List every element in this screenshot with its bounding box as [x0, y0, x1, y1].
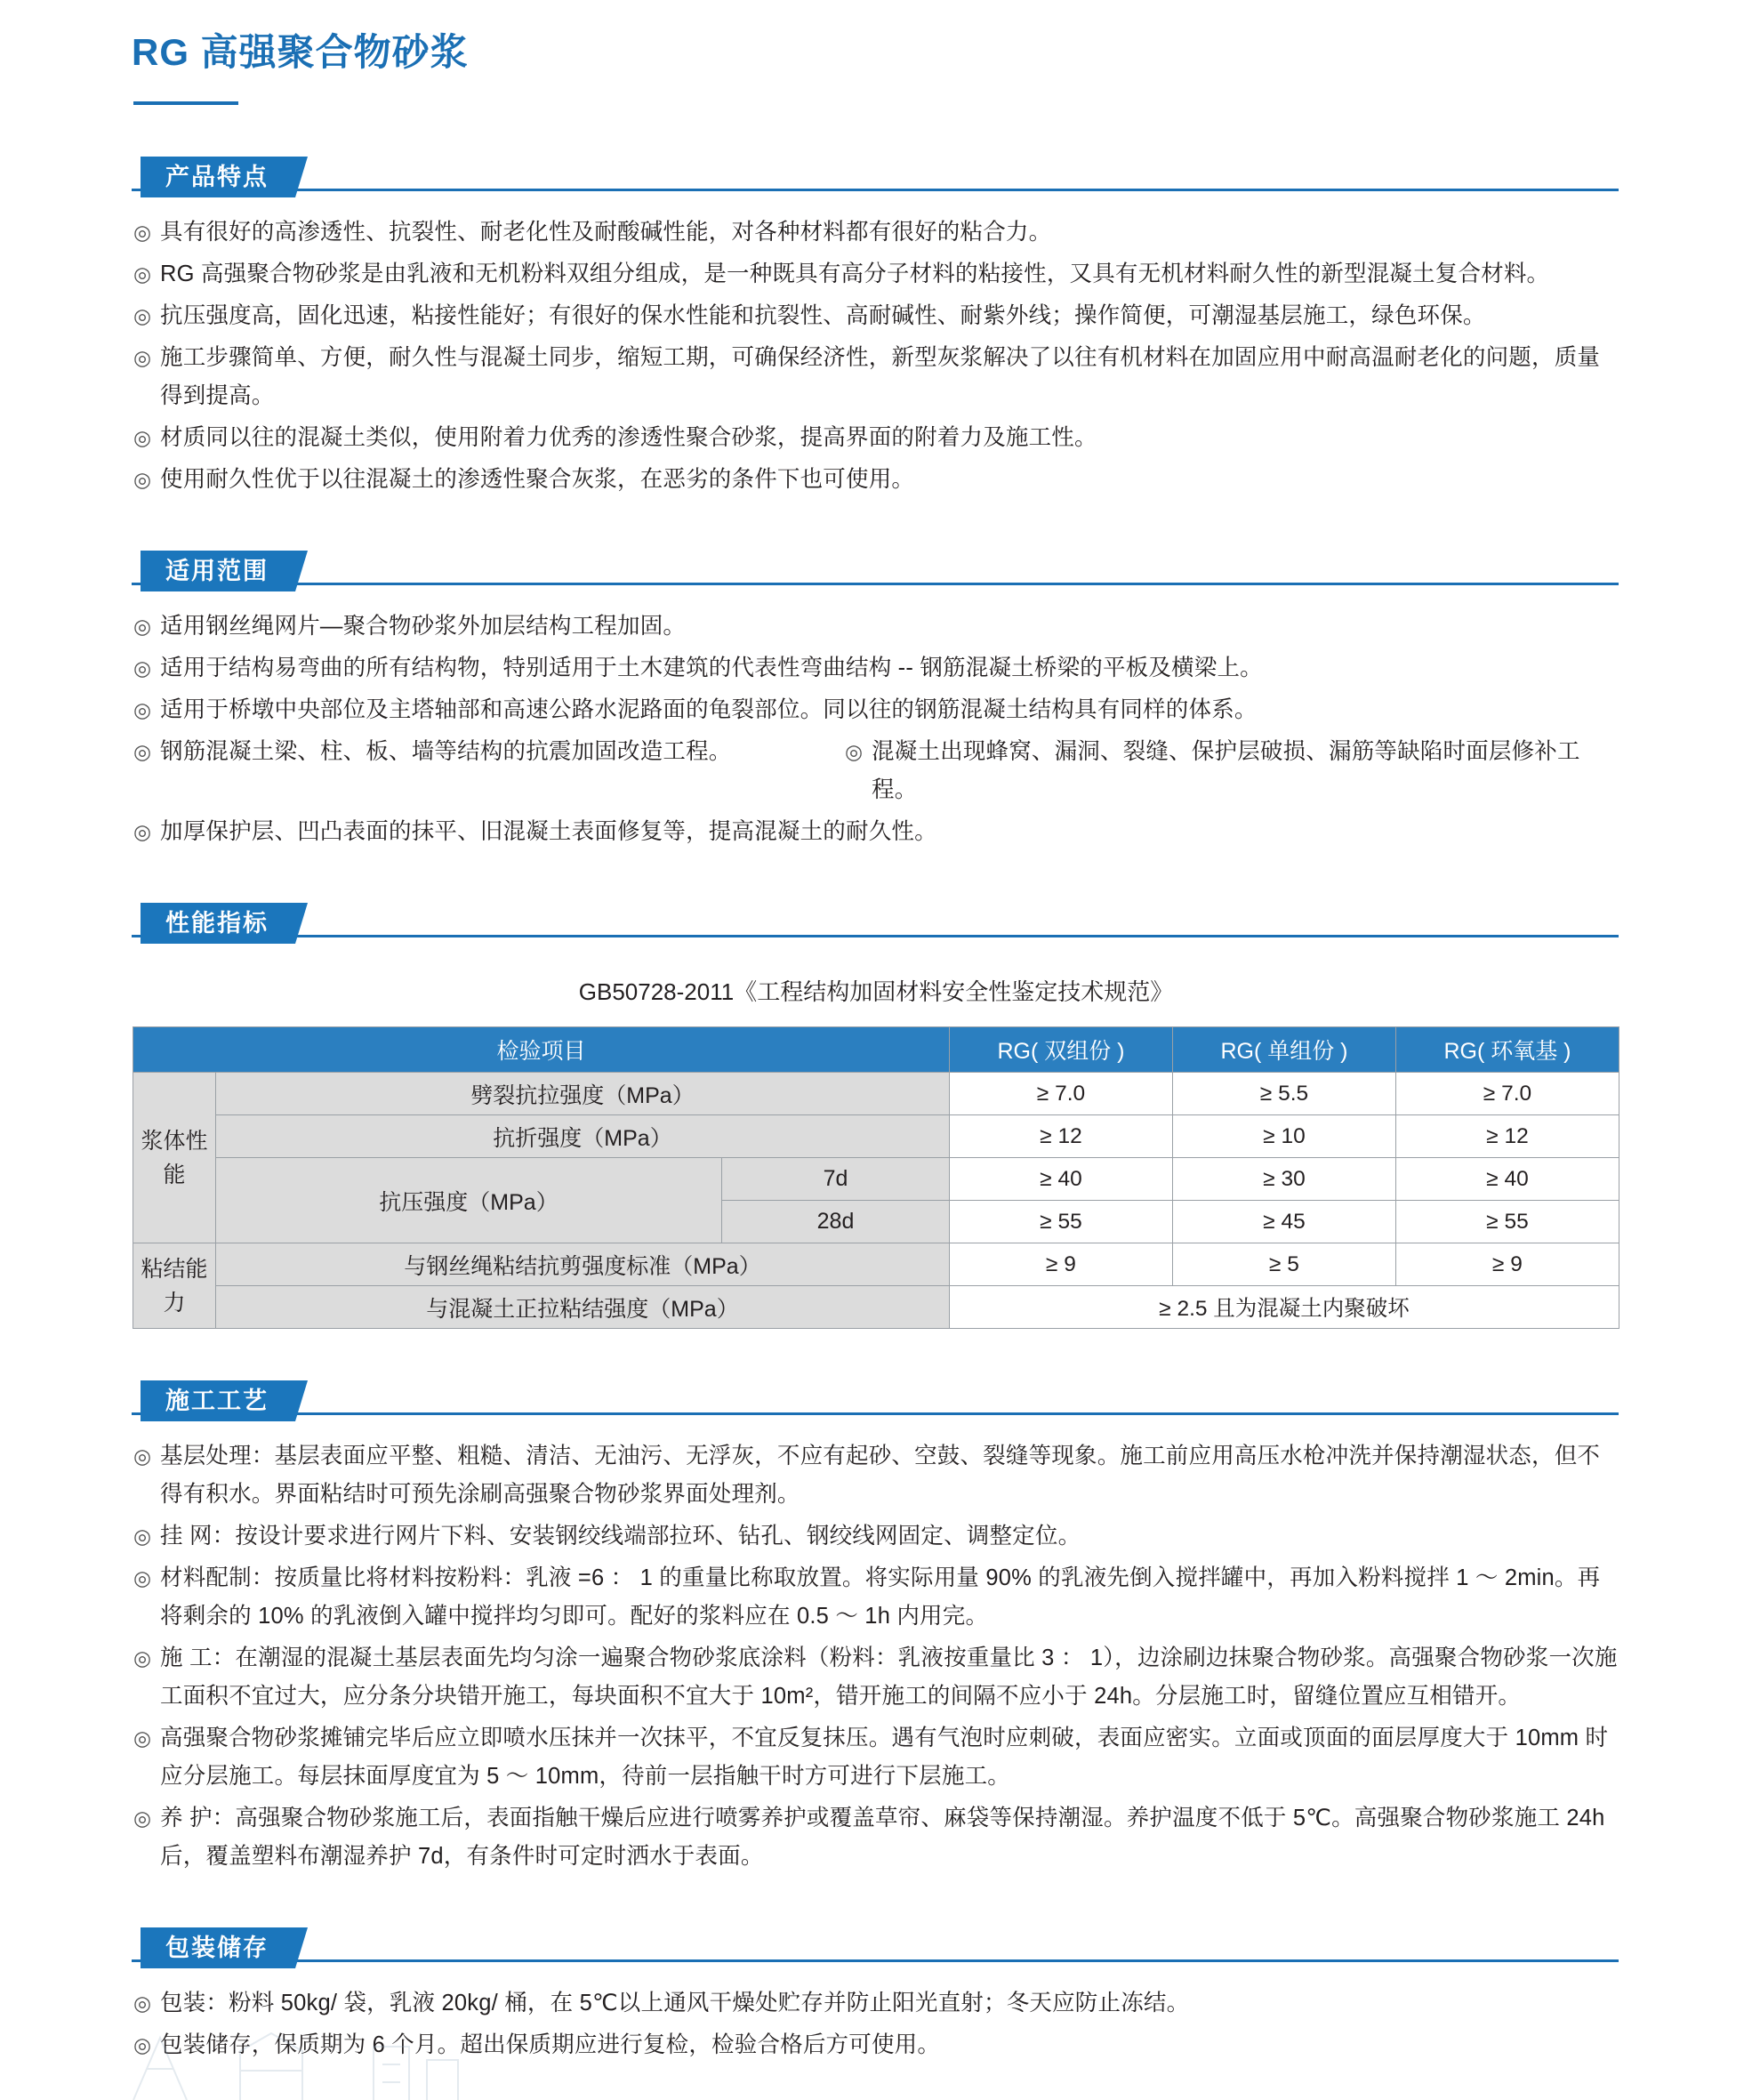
list-item [133, 1437, 1619, 1514]
list-item [133, 1984, 1619, 2023]
section-header [132, 1380, 1619, 1421]
list-item-text: 抗压强度高，固化迅速，粘接性能好；有很好的保水性能和抗裂性、高耐碱性、耐紫外线；操作简便，可潮湿基层施工，绿色环保。 [160, 303, 1486, 328]
list-item-text: 包装储存，保质期为 6 个月。超出保质期应进行复检，检验合格后方可使用。 [160, 2032, 941, 2057]
list-item [133, 733, 845, 771]
cell-value: ≥ 5.5 [1173, 1073, 1396, 1115]
list-item [845, 733, 1619, 809]
list-item-text: 施工步骤简单、方便，耐久性与混凝土同步，缩短工期，可确保经济性，新型灰浆解决了以往有机材料在加固应用中耐高温耐老化的问题，质量得到提高。 [160, 345, 1601, 408]
list-item-text: 使用耐久性优于以往混凝土的渗透性聚合灰浆，在恶劣的条件下也可使用。 [160, 467, 915, 492]
section-title: 产品特点 [141, 157, 295, 197]
column-header-rg-epoxy: RG( 环氧基 ) [1396, 1027, 1619, 1073]
performance-table [133, 1026, 1619, 1329]
list-item [133, 813, 1619, 851]
feature-list [0, 213, 1752, 499]
list-item [133, 1719, 1619, 1796]
list-item [133, 461, 1619, 499]
section-rule [132, 935, 1619, 937]
table-caption: GB50728-2011《工程结构加固材料安全性鉴定技术规范》 [578, 978, 1174, 1005]
list-item [133, 2026, 1619, 2064]
list-item [133, 691, 1619, 729]
list-item-text: 材质同以往的混凝土类似，使用附着力优秀的渗透性聚合砂浆，提高界面的附着力及施工性。 [160, 425, 1097, 450]
column-header-rg-double: RG( 双组份 ) [950, 1027, 1173, 1073]
list-item [133, 255, 1619, 294]
list-item [133, 339, 1619, 415]
bullet-icon: ◎ [133, 820, 152, 843]
cell-value: ≥ 55 [1396, 1201, 1619, 1243]
cell-value: ≥ 10 [1173, 1115, 1396, 1158]
bullet-icon: ◎ [133, 740, 152, 763]
table-row [133, 1158, 1619, 1201]
row-sub-label: 28d [722, 1201, 950, 1243]
cell-value: ≥ 40 [950, 1158, 1173, 1201]
scope-list [0, 607, 1752, 851]
row-name: 抗压强度（MPa） [216, 1158, 722, 1243]
section-packaging-storage [0, 1927, 1752, 2064]
bullet-icon: ◎ [133, 468, 152, 491]
section-rule [132, 1412, 1619, 1415]
list-item [133, 419, 1619, 457]
bullet-icon: ◎ [133, 304, 152, 327]
row-name: 与钢丝绳粘结抗剪强度标准（MPa） [216, 1243, 950, 1286]
list-item [133, 297, 1619, 335]
bullet-icon: ◎ [133, 1525, 152, 1548]
section-header [132, 157, 1619, 197]
row-group-label-slurry: 浆体性能 [133, 1073, 216, 1243]
column-header-item: 检验项目 [133, 1027, 950, 1073]
cell-value: ≥ 9 [950, 1243, 1173, 1286]
table-row [133, 1115, 1619, 1158]
list-item [133, 1517, 1619, 1556]
list-item-text: 高强聚合物砂浆摊铺完毕后应立即喷水压抹并一次抹平，不宜反复抹压。遇有气泡时应刺破，表面应密实。立面或顶面的面层厚度大于 10mm 时应分层施工。每层抹面厚度宜为 5 ～ 10mm，待前一层指触干时方可进行下层施工。 [160, 1726, 1609, 1789]
section-title: 适用范围 [141, 551, 295, 591]
section-header [132, 903, 1619, 944]
list-item [133, 649, 1619, 688]
list-item-text: 挂 网：按设计要求进行网片下料、安装钢绞线端部拉环、钻孔、钢绞线网固定、调整定位。 [160, 1524, 1081, 1549]
list-item-text: 混凝土出现蜂窝、漏洞、裂缝、保护层破损、漏筋等缺陷时面层修补工程。 [872, 739, 1580, 802]
section-title: 性能指标 [141, 903, 295, 944]
list-item [133, 1639, 1619, 1716]
cell-value: ≥ 55 [950, 1201, 1173, 1243]
list-item-text: RG 高强聚合物砂浆是由乳液和无机粉料双组分组成，是一种既具有高分子材料的粘接性，又具有无机材料耐久性的新型混凝土复合材料。 [160, 261, 1550, 286]
cell-value: ≥ 7.0 [950, 1073, 1173, 1115]
process-list [0, 1437, 1752, 1876]
list-item-text: 材料配制：按质量比将材料按粉料：乳液 =6 ： 1 的重量比称取放置。将实际用量 90% 的乳液先倒入搅拌罐中，再加入粉料搅拌 1 ～ 2min。再将剩余的 10% 的乳液倒入罐中搅拌均匀即可。配好的浆料应在 0.5 ～ 1h 内用完。 [160, 1565, 1601, 1629]
page-title: RG 高强聚合物砂浆 [132, 31, 469, 73]
row-name: 与混凝土正拉粘结强度（MPa） [216, 1286, 950, 1329]
column-header-rg-single: RG( 单组份 ) [1173, 1027, 1396, 1073]
bullet-icon: ◎ [133, 221, 152, 244]
bullet-icon: ◎ [133, 1806, 152, 1830]
list-item [133, 1559, 1619, 1636]
section-application-scope [0, 551, 1752, 851]
bullet-icon: ◎ [133, 2033, 152, 2056]
list-item-text: 适用于结构易弯曲的所有结构物，特别适用于土木建筑的代表性弯曲结构 -- 钢筋混凝土桥梁的平板及横梁上。 [160, 656, 1263, 680]
table-row [133, 1073, 1619, 1115]
cell-value: ≥ 12 [1396, 1115, 1619, 1158]
bullet-icon: ◎ [133, 1566, 152, 1589]
list-item-text: 基层处理：基层表面应平整、粗糙、清洁、无油污、无浮灰，不应有起砂、空鼓、裂缝等现象。施工前应用高压水枪冲洗并保持潮湿状态，但不得有积水。界面粘结时可预先涂刷高强聚合物砂浆界面处理剂。 [160, 1444, 1601, 1507]
cell-value: ≥ 40 [1396, 1158, 1619, 1201]
bullet-icon: ◎ [845, 740, 864, 763]
section-rule [132, 583, 1619, 585]
table-header-row [133, 1027, 1619, 1073]
cell-value: ≥ 30 [1173, 1158, 1396, 1201]
list-item-text: 施 工：在潮湿的混凝土基层表面先均匀涂一遍聚合物砂浆底涂料（粉料：乳液按重量比 3 ： 1），边涂刷边抹聚合物砂浆。高强聚合物砂浆一次施工面积不宜过大，应分条分块错开施工，每块面积不宜大于 10m²，错开施工的间隔不应小于 24h。分层施工时，留缝位置应互相错开。 [160, 1645, 1618, 1709]
bullet-icon: ◎ [133, 262, 152, 286]
bullet-icon: ◎ [133, 1991, 152, 2015]
list-item [133, 213, 1619, 252]
row-name: 劈裂抗拉强度（MPa） [216, 1073, 950, 1115]
section-rule [132, 189, 1619, 191]
list-item-pair [133, 733, 1619, 809]
bullet-icon: ◎ [133, 1726, 152, 1750]
bullet-icon: ◎ [133, 1646, 152, 1670]
section-title: 包装储存 [141, 1927, 295, 1968]
section-performance [0, 903, 1752, 1329]
list-item-text: 加厚保护层、凹凸表面的抹平、旧混凝土表面修复等，提高混凝土的耐久性。 [160, 819, 937, 844]
list-item-text: 适用钢丝绳网片—聚合物砂浆外加层结构工程加固。 [160, 614, 687, 639]
list-item-text: 养 护：高强聚合物砂浆施工后，表面指触干燥后应进行喷雾养护或覆盖草帘、麻袋等保持潮湿。养护温度不低于 5℃。高强聚合物砂浆施工 24h 后，覆盖塑料布潮湿养护 7d，有条件时可定时洒水于表面。 [160, 1806, 1605, 1869]
title-underline [133, 101, 238, 105]
list-item-text: 包装：粉料 50kg/ 袋，乳液 20kg/ 桶，在 5℃以上通风干燥处贮存并防止阳光直射；冬天应防止冻结。 [160, 1991, 1190, 2016]
section-product-features [0, 157, 1752, 499]
list-item [133, 607, 1619, 646]
section-header [132, 551, 1619, 591]
packaging-list [0, 1984, 1752, 2064]
section-header [132, 1927, 1619, 1968]
bullet-icon: ◎ [133, 656, 152, 680]
bullet-icon: ◎ [133, 426, 152, 449]
cell-value-merged: ≥ 2.5 且为混凝土内聚破坏 [950, 1286, 1619, 1329]
cell-value: ≥ 7.0 [1396, 1073, 1619, 1115]
bullet-icon: ◎ [133, 346, 152, 369]
list-item-text: 具有很好的高渗透性、抗裂性、耐老化性及耐酸碱性能，对各种材料都有很好的粘合力。 [160, 220, 1052, 245]
bullet-icon: ◎ [133, 1444, 152, 1468]
table-row [133, 1286, 1619, 1329]
cell-value: ≥ 9 [1396, 1243, 1619, 1286]
section-title: 施工工艺 [141, 1380, 295, 1421]
cell-value: ≥ 45 [1173, 1201, 1396, 1243]
section-rule [132, 1959, 1619, 1962]
table-row [133, 1243, 1619, 1286]
cell-value: ≥ 5 [1173, 1243, 1396, 1286]
bullet-icon: ◎ [133, 615, 152, 638]
list-item-text: 钢筋混凝土梁、柱、板、墙等结构的抗震加固改造工程。 [160, 739, 732, 764]
row-group-label-bond: 粘结能力 [133, 1243, 216, 1329]
bullet-icon: ◎ [133, 698, 152, 721]
list-item-text: 适用于桥墩中央部位及主塔轴部和高速公路水泥路面的龟裂部位。同以往的钢筋混凝土结构具有同样的体系。 [160, 697, 1258, 722]
cell-value: ≥ 12 [950, 1115, 1173, 1158]
list-item [133, 1799, 1619, 1876]
section-construction-process [0, 1380, 1752, 1876]
row-sub-label: 7d [722, 1158, 950, 1201]
row-name: 抗折强度（MPa） [216, 1115, 950, 1158]
